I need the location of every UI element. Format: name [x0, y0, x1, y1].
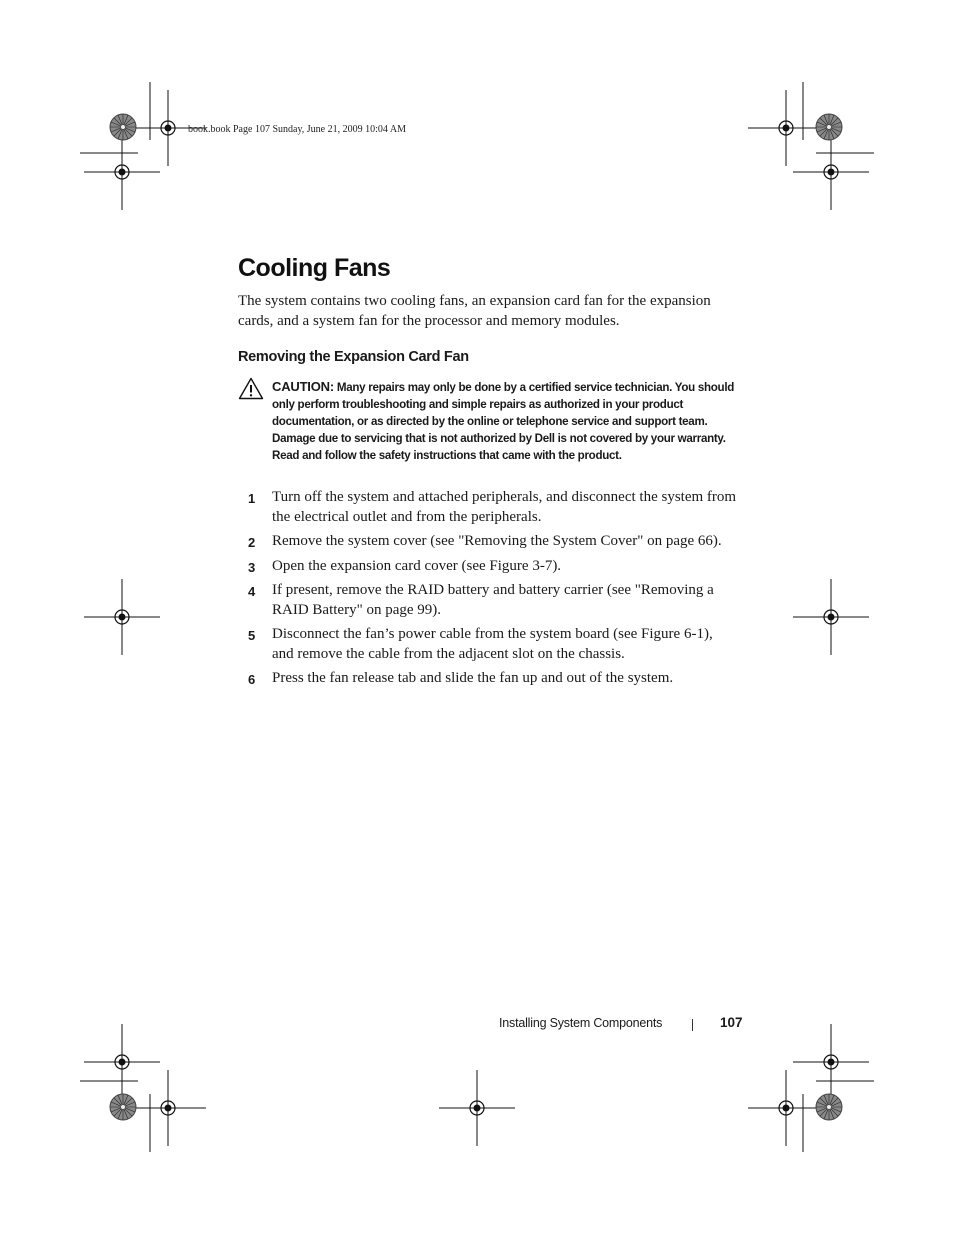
caution-label: CAUTION:: [272, 379, 334, 394]
step-text: Remove the system cover (see "Removing the System Cover" on page 66).: [272, 533, 722, 549]
step-item: [248, 557, 738, 577]
warning-triangle-icon: [238, 377, 264, 400]
step-text: Open the expansion card cover (see Figure 3-7).: [272, 557, 562, 574]
step-text: Turn off the system and attached peripherals, and disconnect the system from the electrical outlet and from the peripherals.: [272, 489, 737, 525]
caution-notice: [272, 378, 742, 464]
step-item: [248, 488, 738, 527]
procedure-steps: [248, 488, 738, 694]
step-number: 1: [248, 491, 256, 506]
intro-paragraph: The system contains two cooling fans, an expansion card fan for the expansion cards, and a system fan for the processor and memory modules.: [238, 293, 711, 329]
step-item: [248, 669, 738, 689]
step-text: If present, remove the RAID battery and battery carrier (see "Removing a RAID Battery" on page 99).: [272, 582, 714, 618]
footer-divider: [692, 1019, 693, 1031]
step-text: Disconnect the fan’s power cable from the system board (see Figure 6-1), and remove the cable from the adjacent slot on the chassis.: [272, 626, 713, 662]
page-title: Cooling Fans: [238, 254, 391, 282]
footer-section-title: Installing System Components: [499, 1016, 663, 1030]
step-number: 4: [248, 584, 256, 599]
page-number: 107: [720, 1015, 743, 1030]
caution-text: Many repairs may only be done by a certified service technician. You should only perform troubleshooting and simple repairs as authorized in your product documentation, or as directed by the online or telephone service and support team. Damage due to servicing that is not authorized by Dell is not covered by your warranty. Read and follow the safety instructions that came with the product.: [272, 381, 735, 462]
step-item: [248, 581, 738, 620]
step-number: 5: [248, 628, 256, 643]
step-number: 3: [248, 559, 256, 575]
step-item: [248, 532, 738, 552]
step-text: Press the fan release tab and slide the fan up and out of the system.: [272, 670, 674, 686]
section-heading: Removing the Expansion Card Fan: [238, 349, 469, 365]
step-item: [248, 625, 738, 664]
step-number: 6: [248, 672, 256, 687]
print-slug: book.book Page 107 Sunday, June 21, 2009 10:04 AM: [188, 124, 406, 135]
step-number: 2: [248, 535, 256, 550]
